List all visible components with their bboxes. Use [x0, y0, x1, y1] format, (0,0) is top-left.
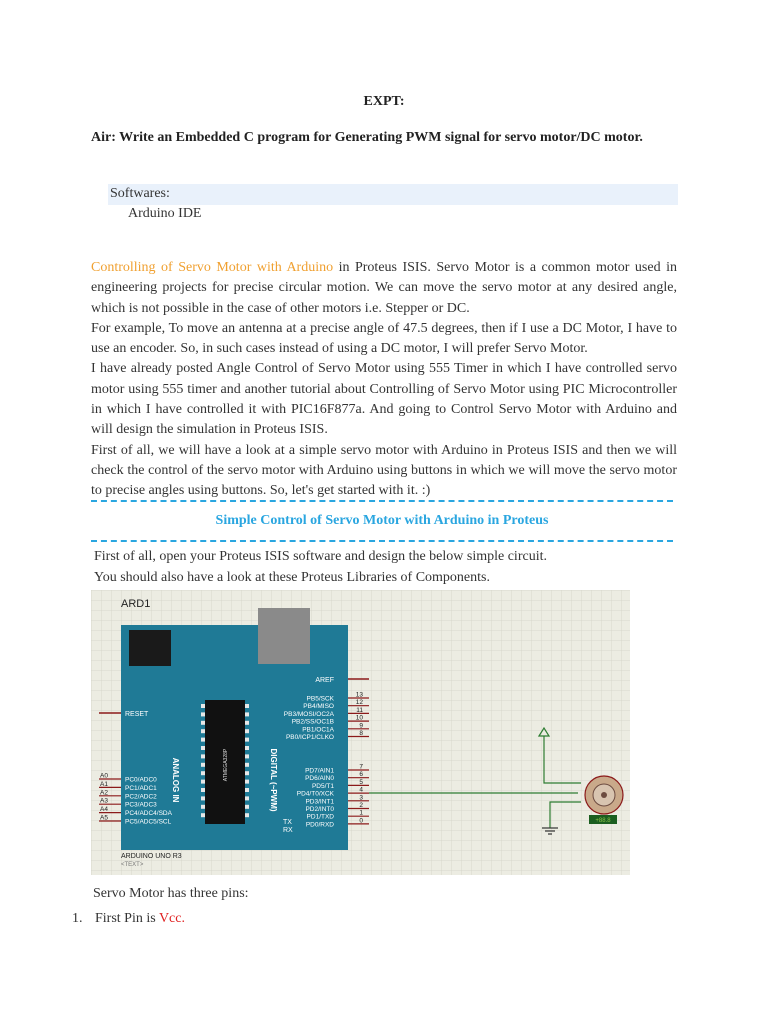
- chip-pin: [245, 746, 249, 750]
- chip-pin: [245, 712, 249, 716]
- digital-pin-number: 6: [359, 771, 363, 779]
- aim-text: Air: Write an Embedded C program for Generating PWM signal for servo motor/DC motor.: [91, 130, 643, 145]
- analog-in-label: ANALOG IN: [171, 757, 180, 803]
- chip-pin: [201, 763, 205, 767]
- softwares-highlight: [108, 184, 678, 205]
- usb-connector: [258, 608, 310, 664]
- chip-pin: [245, 738, 249, 742]
- digital-pwm-label: DIGITAL (~PWM): [269, 748, 278, 812]
- intro-paragraphs: [91, 258, 677, 502]
- intro-paragraph-3: I have already posted Angle Control of Servo Motor using 555 Timer in which I have controlled servo motor using 555 timer and another tutorial about Controlling of Servo Motor using PIC Microcontroller in which I have controlled it with PIC16F877a. And going to Control Servo Motor with Arduino and will design the simulation in Proteus ISIS.: [91, 361, 677, 438]
- section-line-1: First of all, open your Proteus ISIS software and design the below simple circuit.: [94, 549, 547, 564]
- dashed-divider-bottom: [91, 540, 673, 542]
- digital-pin-name: PB4/MISO: [303, 703, 334, 711]
- digital-pin-name: PB3/MOSI/OC2A: [283, 710, 334, 718]
- digital-pin-number: 13: [355, 691, 363, 699]
- intro-paragraph-4: First of all, we will have a look at a simple servo motor with Arduino in Proteus ISIS and then we will check the control of the servo motor with Arduino using buttons in which we will move the servo motor to precise angles using buttons. So, let's get started with it. :): [91, 442, 677, 499]
- rx-label: RX: [283, 827, 293, 834]
- digital-pin-number: 3: [359, 794, 363, 802]
- chip-pin: [201, 788, 205, 792]
- digital-pin-name: PD5/T1: [311, 782, 334, 790]
- section-heading: Simple Control of Servo Motor with Arduino in Proteus: [215, 513, 549, 528]
- board-text-tag: <TEXT>: [121, 862, 144, 868]
- servo-shaft: [601, 792, 607, 798]
- chip-pin: [245, 704, 249, 708]
- chip-pin: [245, 813, 249, 817]
- chip-pin: [201, 746, 205, 750]
- digital-pin-name: PD1/TXD: [306, 813, 334, 821]
- analog-pin-label: A1: [100, 780, 108, 788]
- analog-pin-label: A2: [100, 789, 108, 797]
- chip-pin: [201, 729, 205, 733]
- digital-pin-name: PD2/INT0: [305, 806, 334, 813]
- digital-pin-name: PB2/SS/OC1B: [291, 718, 334, 726]
- chip-pin: [201, 738, 205, 742]
- expt-title: EXPT:: [363, 94, 405, 109]
- chip-pin: [201, 771, 205, 775]
- servo-arduino-link[interactable]: Controlling of Servo Motor with Arduino: [91, 260, 334, 275]
- power-jack: [129, 630, 171, 666]
- pins-list-item-1: [95, 911, 185, 927]
- intro-paragraph-2: For example, To move an antenna at a precise angle of 47.5 degrees, then if I use a DC Motor, I have to use an encoder. So, in such cases instead of using a DC motor, I will prefer Servo Motor.: [91, 320, 677, 357]
- intro-p1-text: in Proteus ISIS. Servo Motor is a common motor used in engineering projects for precise circular motion. We can move the servo motor at any desired angle, which is not possible in the case of other motors i.e. Stepper or DC.: [91, 260, 677, 316]
- analog-pin-label: A5: [100, 814, 108, 822]
- tx-label: TX: [283, 819, 292, 826]
- digital-pin-name: PD6/AIN0: [305, 775, 334, 783]
- digital-pin-number: 12: [355, 699, 363, 707]
- digital-pin-name: PB1/OC1A: [302, 726, 334, 734]
- chip-pin: [245, 796, 249, 800]
- analog-pin-name: PC3/ADC3: [125, 801, 157, 809]
- chip-pin: [245, 721, 249, 725]
- board-ref-label: ARD1: [121, 598, 151, 610]
- analog-pin-label: A4: [100, 806, 108, 814]
- aref-label: AREF: [315, 677, 334, 684]
- chip-pin: [201, 754, 205, 758]
- proteus-circuit-diagram: [91, 590, 630, 875]
- digital-pin-number: 4: [359, 786, 363, 794]
- softwares-label: Softwares:: [110, 186, 170, 201]
- chip-pin: [245, 729, 249, 733]
- chip-pin: [245, 771, 249, 775]
- chip-pin: [245, 780, 249, 784]
- digital-pin-name: PB0/ICP1/CLKO: [285, 734, 334, 741]
- digital-pin-name: PD4/T0/XCK: [296, 790, 334, 798]
- chip-pin: [201, 805, 205, 809]
- section-line-2: You should also have a look at these Proteus Libraries of Components.: [94, 570, 490, 585]
- digital-pin-number: 8: [359, 730, 363, 737]
- dashed-divider-top: [91, 500, 673, 502]
- digital-pin-name: PD3/INT1: [305, 798, 334, 806]
- pins-intro: Servo Motor has three pins:: [93, 886, 249, 901]
- pin1-vcc-highlight: Vcc.: [158, 911, 185, 926]
- chip-pin: [201, 704, 205, 708]
- reset-label: RESET: [125, 711, 149, 718]
- digital-pin-number: 7: [359, 763, 363, 771]
- pin1-text: First Pin is: [95, 911, 159, 926]
- chip-pin: [201, 712, 205, 716]
- chip-pin: [201, 721, 205, 725]
- digital-pin-name: PD7/AIN1: [305, 767, 334, 775]
- softwares-item: Arduino IDE: [128, 206, 202, 221]
- analog-pin-name: PC1/ADC1: [125, 784, 157, 792]
- digital-pin-number: 5: [359, 778, 363, 786]
- chip-pin: [245, 763, 249, 767]
- chip-pin: [201, 813, 205, 817]
- intro-paragraph-1: [91, 258, 677, 319]
- analog-pin-name: PC4/ADC4/SDA: [125, 810, 172, 818]
- chip-pin: [201, 796, 205, 800]
- chip-pin: [245, 788, 249, 792]
- digital-pin-number: 0: [359, 817, 363, 825]
- chip-pin: [245, 754, 249, 758]
- analog-pin-name: PC0/ADC0: [125, 776, 157, 784]
- digital-pin-number: 2: [359, 802, 363, 809]
- digital-pin-name: PD0/RXD: [305, 821, 334, 829]
- digital-pin-name: PB5/SCK: [306, 695, 334, 703]
- analog-pin-label: A0: [100, 772, 108, 780]
- analog-pin-name: PC2/ADC2: [125, 793, 157, 801]
- digital-pin-number: 9: [359, 722, 363, 730]
- chip-label: ATMEGA328P: [223, 748, 229, 782]
- analog-pin-name: PC5/ADC5/SCL: [125, 818, 172, 826]
- board-name-label: ARDUINO UNO R3: [121, 853, 182, 860]
- pins-list-number: 1.: [72, 911, 83, 926]
- chip-pin: [201, 780, 205, 784]
- analog-pin-label: A3: [100, 797, 108, 805]
- digital-pin-number: 10: [355, 714, 363, 722]
- chip-pin: [245, 805, 249, 809]
- digital-pin-number: 11: [356, 706, 363, 714]
- digital-pin-number: 1: [359, 809, 363, 817]
- servo-angle-readout: +88.8: [595, 818, 611, 824]
